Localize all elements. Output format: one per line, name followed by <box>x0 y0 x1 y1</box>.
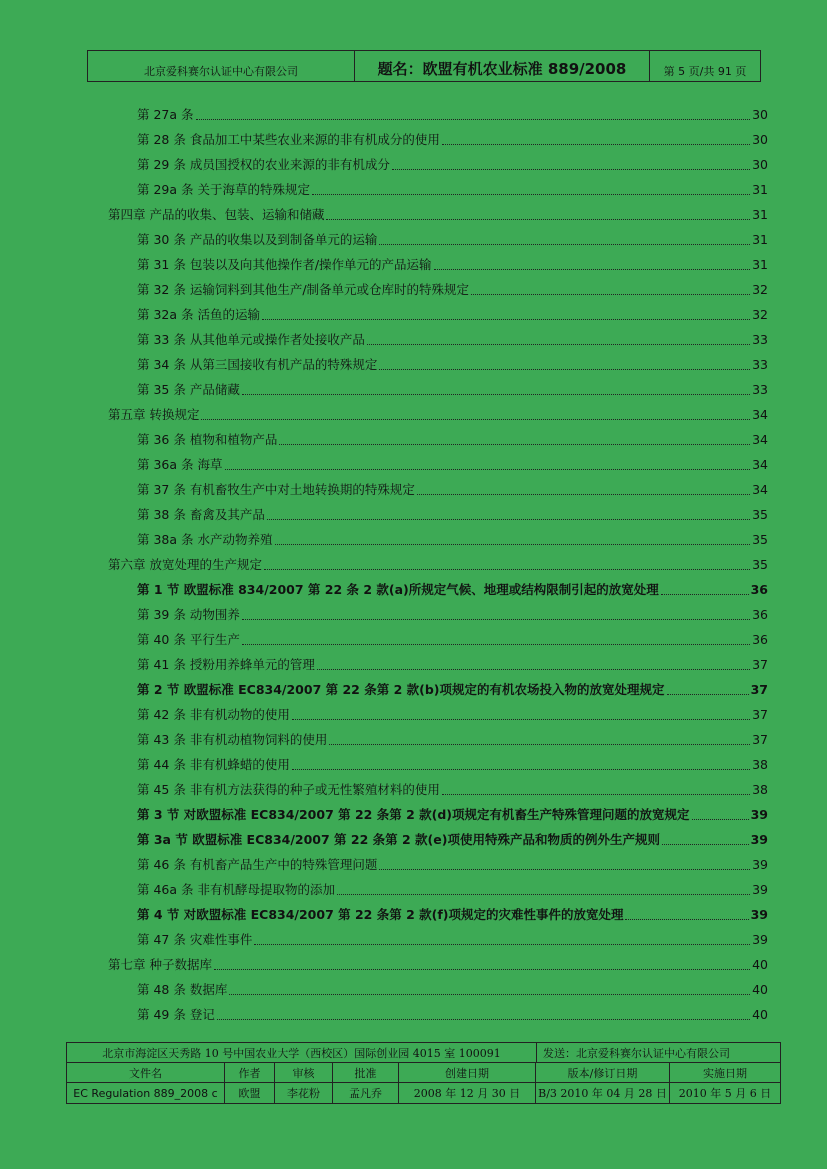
toc-entry-title: 第 36a 条 海草 <box>137 457 223 472</box>
toc-leader-dots <box>661 594 749 595</box>
toc-entry-page: 36 <box>752 607 768 622</box>
toc-entry-title: 第 4 节 对欧盟标准 EC834/2007 第 22 条第 2 款(f)项规定的灾难性事件的放宽处理 <box>137 907 624 922</box>
toc-entry-title: 第 46a 条 非有机酵母提取物的添加 <box>137 882 335 897</box>
toc-entry-page: 34 <box>752 457 768 472</box>
toc-entry-page: 37 <box>752 707 768 722</box>
toc-entry-page: 33 <box>752 382 768 397</box>
toc-leader-dots <box>379 869 750 870</box>
toc-entry-page: 37 <box>752 657 768 672</box>
toc-entry-page: 37 <box>750 682 768 697</box>
toc-leader-dots <box>434 269 751 270</box>
toc-chapter-entry[interactable] <box>108 955 768 975</box>
toc-entry[interactable] <box>137 355 768 375</box>
document-footer <box>66 1042 781 1104</box>
toc-chapter-entry[interactable] <box>108 555 768 575</box>
toc-entry-title: 第七章 种子数据库 <box>108 957 212 972</box>
toc-entry[interactable] <box>137 505 768 525</box>
toc-entry-page: 37 <box>752 732 768 747</box>
toc-entry-page: 33 <box>752 332 768 347</box>
toc-entry[interactable] <box>137 430 768 450</box>
footer-value-cell: 2010 年 5 月 6 日 <box>678 1087 772 1100</box>
toc-entry[interactable] <box>137 105 768 125</box>
toc-leader-dots <box>667 694 749 695</box>
toc-entry-page: 39 <box>750 832 768 847</box>
toc-entry-title: 第 44 条 非有机蜂蜡的使用 <box>137 757 290 772</box>
footer-header-cell: 实施日期 <box>703 1066 747 1080</box>
toc-leader-dots <box>392 169 750 170</box>
footer-value-cell: 欧盟 <box>225 1083 275 1103</box>
toc-entry[interactable] <box>137 855 768 875</box>
toc-entry-page: 35 <box>752 507 768 522</box>
toc-entry[interactable] <box>137 705 768 725</box>
footer-header-cell: 创建日期 <box>399 1063 536 1082</box>
footer-header-cell: 文件名 <box>67 1063 225 1082</box>
toc-leader-dots <box>229 994 750 995</box>
toc-entry[interactable] <box>137 905 768 925</box>
toc-leader-dots <box>196 119 751 120</box>
toc-leader-dots <box>242 619 750 620</box>
toc-entry-title: 第 40 条 平行生产 <box>137 632 240 647</box>
footer-value-cell: EC Regulation 889_2008 c <box>67 1083 225 1103</box>
footer-header-cell: 版本/修订日期 <box>536 1063 670 1082</box>
footer-address-row <box>67 1043 780 1063</box>
toc-leader-dots <box>379 244 750 245</box>
toc-entry[interactable] <box>137 980 768 1000</box>
toc-entry-page: 38 <box>752 757 768 772</box>
toc-entry-page: 30 <box>752 107 768 122</box>
toc-leader-dots <box>242 644 750 645</box>
toc-leader-dots <box>317 669 750 670</box>
toc-entry-page: 38 <box>752 782 768 797</box>
toc-entry-title: 第 32a 条 活鱼的运输 <box>137 307 260 322</box>
toc-entry-title: 第 30 条 产品的收集以及到制备单元的运输 <box>137 232 378 247</box>
toc-entry[interactable] <box>137 305 768 325</box>
toc-entry[interactable] <box>137 780 768 800</box>
toc-entry-title: 第 1 节 欧盟标准 834/2007 第 22 条 2 款(a)所规定气候、地理或结构限制引起的放宽处理 <box>137 582 659 597</box>
toc-entry[interactable] <box>137 680 768 700</box>
footer-header-row <box>67 1063 780 1083</box>
toc-entry[interactable] <box>137 730 768 750</box>
toc-entry-page: 31 <box>752 207 768 222</box>
toc-leader-dots <box>214 969 750 970</box>
toc-entry-page: 31 <box>752 232 768 247</box>
toc-leader-dots <box>254 944 750 945</box>
toc-entry-title: 第 2 节 欧盟标准 EC834/2007 第 22 条第 2 款(b)项规定的有机农场投入物的放宽处理规定 <box>137 682 665 697</box>
toc-entry[interactable] <box>137 630 768 650</box>
toc-leader-dots <box>264 569 750 570</box>
toc-entry[interactable] <box>137 755 768 775</box>
toc-leader-dots <box>442 794 750 795</box>
toc-leader-dots <box>242 394 750 395</box>
toc-entry-title: 第 31 条 包装以及向其他操作者/操作单元的产品运输 <box>137 257 432 272</box>
toc-entry-title: 第六章 放宽处理的生产规定 <box>108 557 262 572</box>
toc-entry[interactable] <box>137 805 768 825</box>
toc-entry[interactable] <box>137 130 768 150</box>
footer-address: 北京市海淀区天秀路 10 号中国农业大学（西校区）国际创业园 4015 室 100091 <box>67 1043 537 1062</box>
toc-entry-page: 40 <box>752 1007 768 1022</box>
toc-leader-dots <box>625 919 748 920</box>
toc-entry[interactable] <box>137 830 768 850</box>
toc-entry-page: 39 <box>752 882 768 897</box>
toc-chapter-entry[interactable] <box>108 405 768 425</box>
footer-issued-by: 发送：北京爱科赛尔认证中心有限公司 <box>543 1046 730 1060</box>
toc-entry[interactable] <box>137 380 768 400</box>
toc-entry-title: 第 43 条 非有机动植物饲料的使用 <box>137 732 328 747</box>
toc-leader-dots <box>337 894 750 895</box>
page-header <box>87 50 761 82</box>
footer-value-cell: 2008 年 12 月 30 日 <box>399 1083 536 1103</box>
toc-entry[interactable] <box>137 655 768 675</box>
toc-entry[interactable] <box>137 580 768 600</box>
toc-entry-title: 第 48 条 数据库 <box>137 982 228 997</box>
toc-leader-dots <box>312 194 750 195</box>
toc-entry-title: 第 27a 条 <box>137 107 194 122</box>
toc-entry-page: 32 <box>752 282 768 297</box>
toc-entry-page: 34 <box>752 432 768 447</box>
toc-leader-dots <box>442 144 750 145</box>
toc-entry-page: 36 <box>752 632 768 647</box>
toc-leader-dots <box>292 719 750 720</box>
toc-entry[interactable] <box>137 1005 768 1025</box>
toc-entry-page: 34 <box>752 482 768 497</box>
toc-leader-dots <box>279 444 750 445</box>
toc-leader-dots <box>417 494 750 495</box>
toc-entry[interactable] <box>137 455 768 475</box>
footer-header-cell: 批准 <box>333 1063 399 1082</box>
toc-entry-title: 第 28 条 食品加工中某些农业来源的非有机成分的使用 <box>137 132 440 147</box>
toc-entry-title: 第四章 产品的收集、包装、运输和储藏 <box>108 207 325 222</box>
header-page-number: 第 5 页/共 91 页 <box>663 65 747 78</box>
toc-leader-dots <box>367 344 750 345</box>
toc-entry[interactable] <box>137 155 768 175</box>
toc-entry-page: 40 <box>752 957 768 972</box>
toc-entry-title: 第 42 条 非有机动物的使用 <box>137 707 290 722</box>
toc-entry-page: 40 <box>752 982 768 997</box>
toc-entry[interactable] <box>137 330 768 350</box>
toc-entry-title: 第 35 条 产品储藏 <box>137 382 240 397</box>
footer-value-cell: B/3 2010 年 04 月 28 日 <box>536 1083 670 1103</box>
toc-entry-title: 第 29 条 成员国授权的农业来源的非有机成分 <box>137 157 390 172</box>
toc-entry-page: 35 <box>752 557 768 572</box>
toc-leader-dots <box>225 469 751 470</box>
toc-entry[interactable] <box>137 605 768 625</box>
toc-entry-title: 第 32 条 运输饲料到其他生产/制备单元或仓库时的特殊规定 <box>137 282 470 297</box>
footer-header-cell: 作者 <box>225 1063 275 1082</box>
header-title: 题名：欧盟有机农业标准 889/2008 <box>355 51 650 81</box>
footer-header-cell: 审核 <box>275 1063 333 1082</box>
toc-entry-title: 第 41 条 授粉用养蜂单元的管理 <box>137 657 315 672</box>
toc-leader-dots <box>692 819 749 820</box>
toc-entry-title: 第 45 条 非有机方法获得的种子或无性繁殖材料的使用 <box>137 782 440 797</box>
toc-entry-title: 第 49 条 登记 <box>137 1007 215 1022</box>
toc-entry[interactable] <box>137 930 768 950</box>
toc-entry-title: 第 34 条 从第三国接收有机产品的特殊规定 <box>137 357 378 372</box>
toc-entry-title: 第 38a 条 水产动物养殖 <box>137 532 273 547</box>
footer-value-cell: 李花粉 <box>275 1083 333 1103</box>
toc-entry-page: 34 <box>752 407 768 422</box>
toc-entry[interactable] <box>137 180 768 200</box>
toc-entry[interactable] <box>137 230 768 250</box>
toc-leader-dots <box>379 369 750 370</box>
toc-entry-title: 第 3 节 对欧盟标准 EC834/2007 第 22 条第 2 款(d)项规定有机畜生产特殊管理问题的放宽规定 <box>137 807 690 822</box>
toc-leader-dots <box>471 294 750 295</box>
toc-entry-title: 第 38 条 畜禽及其产品 <box>137 507 265 522</box>
toc-entry-title: 第 47 条 灾难性事件 <box>137 932 253 947</box>
header-company: 北京爱科赛尔认证中心有限公司 <box>88 51 355 81</box>
toc-leader-dots <box>201 419 750 420</box>
toc-entry-page: 35 <box>752 532 768 547</box>
toc-entry-page: 32 <box>752 307 768 322</box>
toc-entry-page: 39 <box>750 907 768 922</box>
toc-entry-title: 第 46 条 有机畜产品生产中的特殊管理问题 <box>137 857 378 872</box>
toc-entry-page: 33 <box>752 357 768 372</box>
toc-leader-dots <box>326 219 750 220</box>
footer-value-row <box>67 1083 780 1103</box>
toc-entry-title: 第 3a 节 欧盟标准 EC834/2007 第 22 条第 2 款(e)项使用特殊产品和物质的例外生产规则 <box>137 832 660 847</box>
toc-leader-dots <box>662 844 749 845</box>
toc-entry-page: 30 <box>752 132 768 147</box>
toc-entry-title: 第 36 条 植物和植物产品 <box>137 432 278 447</box>
toc-entry[interactable] <box>137 880 768 900</box>
toc-entry-page: 31 <box>752 182 768 197</box>
toc-leader-dots <box>292 769 750 770</box>
toc-chapter-entry[interactable] <box>108 205 768 225</box>
toc-entry-title: 第 29a 条 关于海草的特殊规定 <box>137 182 310 197</box>
toc-leader-dots <box>267 519 750 520</box>
toc-entry-page: 31 <box>752 257 768 272</box>
toc-entry-page: 39 <box>750 807 768 822</box>
toc-entry-title: 第 33 条 从其他单元或操作者处接收产品 <box>137 332 365 347</box>
toc-entry-title: 第 39 条 动物围养 <box>137 607 240 622</box>
toc-entry[interactable] <box>137 530 768 550</box>
toc-leader-dots <box>329 744 750 745</box>
toc-leader-dots <box>262 319 750 320</box>
toc-entry-page: 39 <box>752 857 768 872</box>
toc-entry[interactable] <box>137 255 768 275</box>
toc-leader-dots <box>275 544 751 545</box>
toc-entry-title: 第五章 转换规定 <box>108 407 200 422</box>
toc-entry[interactable] <box>137 480 768 500</box>
toc-leader-dots <box>217 1019 750 1020</box>
toc-entry-page: 30 <box>752 157 768 172</box>
toc-entry-page: 39 <box>752 932 768 947</box>
toc-entry-title: 第 37 条 有机畜牧生产中对土地转换期的特殊规定 <box>137 482 415 497</box>
footer-value-cell: 孟凡乔 <box>333 1083 399 1103</box>
toc-entry[interactable] <box>137 280 768 300</box>
toc-entry-page: 36 <box>750 582 768 597</box>
